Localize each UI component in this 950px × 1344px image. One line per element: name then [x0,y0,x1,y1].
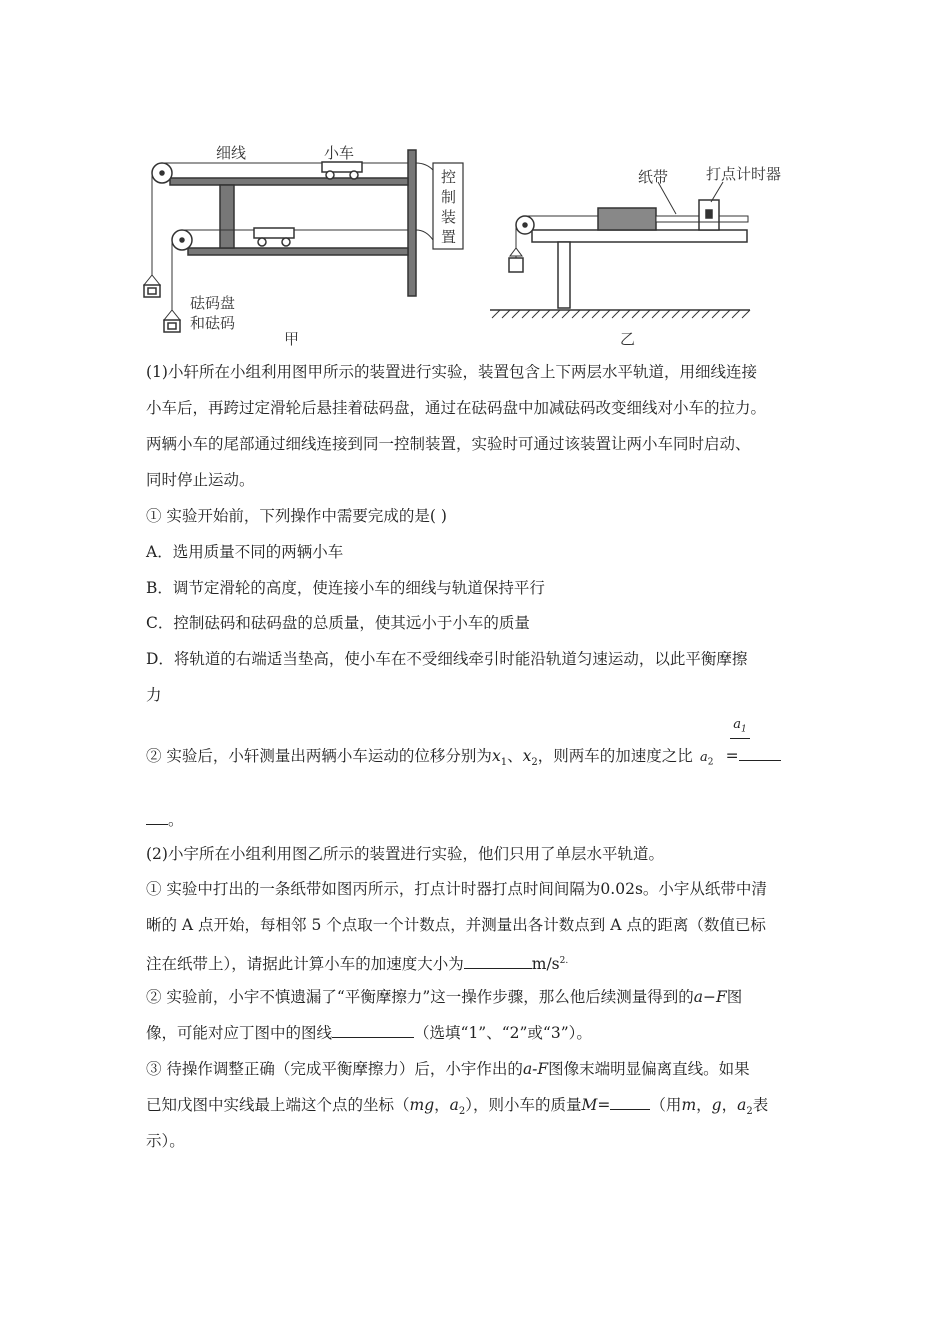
part2-q3-line1: ③ 待操作调整正确（完成平衡摩擦力）后，小宇作出的a-F图像末端明显偏离直线。如果 [146,1060,750,1078]
part2-q2-line2: 像，可能对应丁图中的图线 （选填“1”、“2”或“3”）。 [146,1024,592,1042]
figure-a-caption: 甲 [284,330,300,348]
label-control-4: 置 [441,228,457,246]
fraction-numerator: $a_1$ [733,717,747,735]
label-ticker-timer: 打点计时器 [706,165,782,183]
answer-blank-ratio-cont[interactable] [146,810,168,825]
option-b: B．调节定滑轮的高度，使连接小车的细线与轨道保持平行 [146,579,545,597]
label-weights-2: 和砝码 [190,314,236,332]
part1-line3: 两辆小车的尾部通过细线连接到同一控制装置，实验时可通过该装置让两小车同时启动、 [146,435,751,453]
part1-line4: 同时停止运动。 [146,471,255,489]
part1-line2: 小车后，再跨过定滑轮后悬挂着砝码盘，通过在砝码盘中加减砝码改变细线对小车的拉力。 [146,399,767,417]
figures [130,130,810,355]
option-a: A．选用质量不同的两辆小车 [146,543,344,561]
answer-blank-mass[interactable] [610,1095,650,1110]
label-thin-thread: 细线 [216,144,247,162]
figure-b-apparatus [490,182,750,318]
option-d-line2: 力 [146,686,162,704]
question-1: ① 实验开始前，下列操作中需要完成的是( ) [146,507,447,525]
part2-line1: (2)小宇所在小组利用图乙所示的装置进行实验，他们只用了单层水平轨道。 [146,845,664,863]
label-control-3: 装 [441,208,457,226]
label-cart: 小车 [324,144,355,162]
answer-blank-acceleration[interactable] [464,954,532,969]
option-d-line1: D．将轨道的右端适当垫高，使小车在不受细线牵引时能沿轨道匀速运动，以此平衡摩擦 [146,650,748,668]
answer-blank-graph-line[interactable] [332,1023,414,1038]
part1-line1: (1)小轩所在小组利用图甲所示的装置进行实验，装置包含上下两层水平轨道，用细线连接 [146,363,757,381]
part2-q1-line1: ① 实验中打出的一条纸带如图丙所示，打点计时器打点时间间隔为0.02s。小宇从纸带中清 [146,880,767,898]
fraction-denominator: $a_2$ [699,750,714,768]
part2-q1-line3: 注在纸带上），请据此计算小车的加速度大小为 $m/s^{2.}$ [146,955,569,974]
part2-q1-line2: 晰的 A 点开始，每相邻 5 个点取一个计数点，并测量出各计数点到 A 点的距离（数值已标 [146,916,766,934]
label-weights-1: 砝码盘 [190,294,236,312]
figure-b-caption: 乙 [620,330,636,348]
part2-q3-line3: 示）。 [146,1132,185,1150]
part2-q2-line1: ② 实验前，小宇不慎遗漏了“平衡摩擦力”这一操作步骤，那么他后续测量得到的a−F图 [146,988,743,1006]
part2-q3-line2: 已知戊图中实线最上端这个点的坐标（mg，$a_2$），则小车的质量M= （用m，g，$a_2$表 [146,1096,769,1118]
fraction-bar [730,738,750,739]
answer-blank-ratio[interactable] [739,746,781,761]
option-c: C．控制砝码和砝码盘的总质量，使其远小于小车的质量 [146,614,530,632]
label-control-1: 控 [441,168,457,186]
label-paper-tape: 纸带 [638,168,669,186]
question-2-end: 。 [146,810,184,830]
label-control-2: 制 [441,188,457,206]
question-2: ② 实验后，小轩测量出两辆小车运动的位移分别为$x_1$、$x_2$，则两车的加速度之比 $a_2$ = [146,746,781,773]
